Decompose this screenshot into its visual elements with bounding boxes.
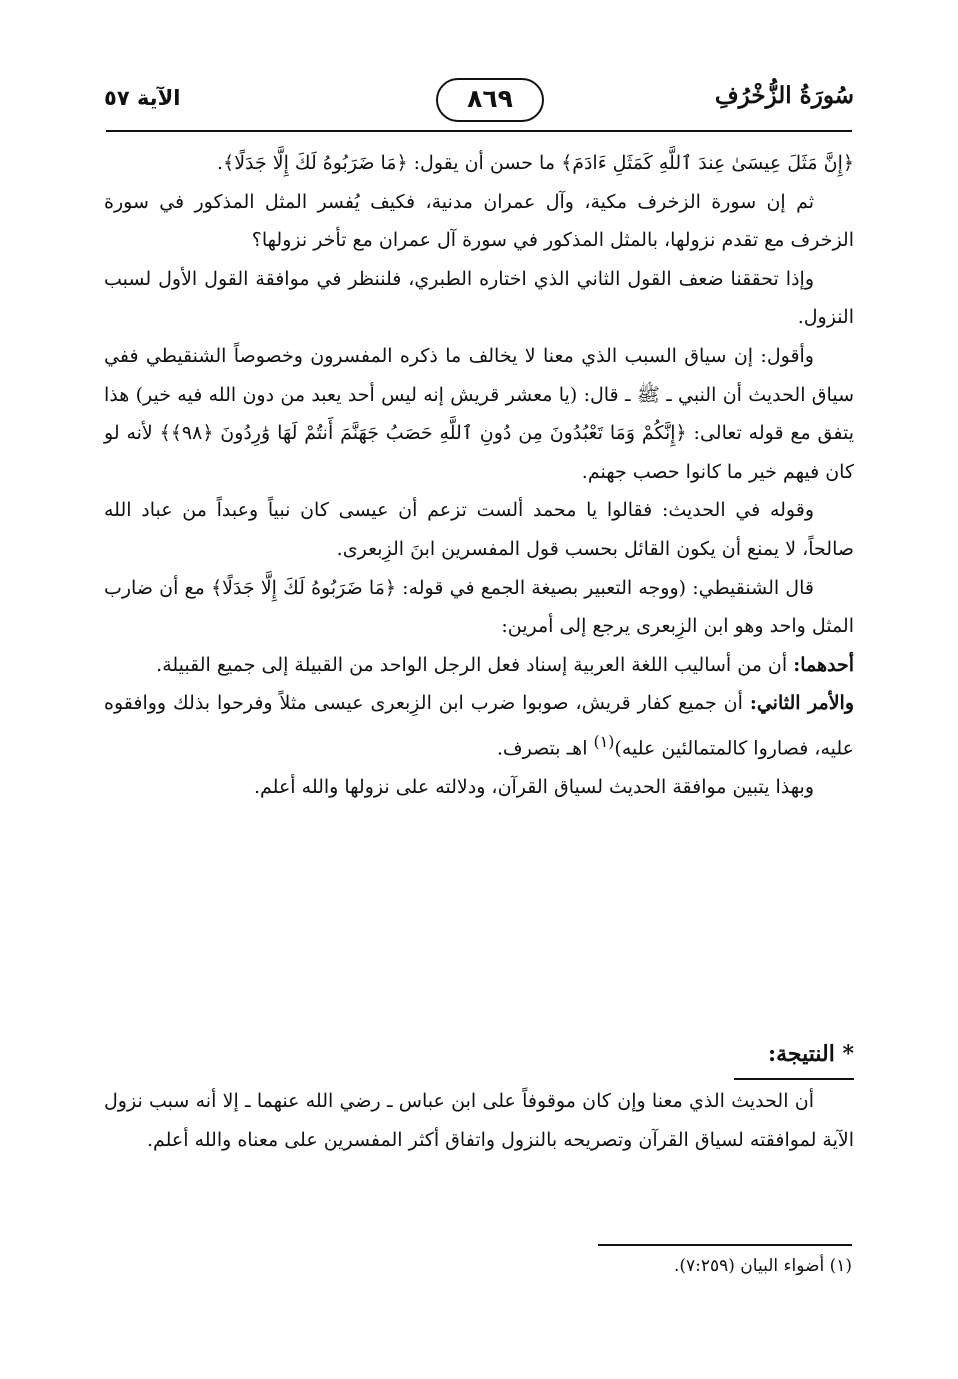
paragraph-second-point (104, 684, 854, 768)
second-point-tail: اهـ بتصرف. (496, 737, 594, 760)
paragraph: وإذا تحققنا ضعف القول الثاني الذي اختاره الطبري، فلننظر في موافقة القول الأول لسبب النزول. (104, 267, 854, 329)
second-point-text: أن جميع كفار قريش، صوبوا ضرب ابن الزِبعرى عيسى مثلاً وفرحوا بذلك ووافقوه عليه، فصاروا كالمتمالئين عليه) (104, 692, 854, 760)
page-number: ٨٦٩ (436, 78, 544, 122)
closing-paragraph: وبهذا يتبين موافقة الحديث لسياق القرآن، ودلالته على نزولها والله أعلم. (254, 775, 814, 798)
ayah-label: الآية ٥٧ (104, 86, 181, 110)
main-text (104, 144, 854, 806)
surah-title: سُورَةُ الزُّخْرُفِ (714, 82, 854, 109)
paragraph-first-point (104, 646, 854, 685)
result-heading (714, 1036, 854, 1080)
result-heading-text: * النتيجة: (767, 1041, 854, 1067)
paragraph: ثم إن سورة الزخرف مكية، وآل عمران مدنية، فكيف يُفسر المثل المذكور في سورة الزخرف مع تقدم نزولها، بالمثل المذكور في سورة آل عمران مع تأخر نزولها؟ (104, 190, 854, 252)
footnote-divider (598, 1244, 852, 1246)
header-divider (106, 130, 852, 132)
footnote-ref: (١) (593, 731, 615, 751)
footnote: (١) أضواء البيان (٧:٢٥٩). (673, 1256, 852, 1276)
second-point-label: والأمر الثاني: (749, 692, 854, 715)
paragraph: وأقول: إن سياق السبب الذي معنا لا يخالف ما ذكره المفسرون وخصوصاً الشنقيطي ففي سياق الحديث أن النبي ـ ﷺ ـ قال: (يا معشر قريش إنه ليس أحد يعبد من دون الله فيه خير) هذا يتفق مع قوله تعالى: ﴿إِنَّكُمْ وَمَا تَعْبُدُونَ مِن دُونِ ٱللَّهِ حَصَبُ جَهَنَّمَ أَنتُمْ لَهَا وَٰرِدُونَ ﴿٩٨﴾﴾ لأنه لو كان فيهم خير ما كانوا حصب جهنم. (104, 344, 855, 483)
paragraph: وقوله في الحديث: فقالوا يا محمد ألست تزعم أن عيسى كان نبياً وعبداً من عباد الله صالحاً، لا يمنع أن يكون القائل بحسب قول المفسرين ابنَ الزِبعرى. (104, 499, 854, 560)
first-point-label: أحدهما: (793, 653, 854, 676)
paragraph: أن الحديث الذي معنا وإن كان موقوفاً على ابن عباس ـ رضي الله عنهما ـ إلا أنه سبب نزول الآية لموافقته لسياق القرآن وتصريحه بالنزول واتفاق أكثر المفسرين على معناه والله أعلم. (104, 1090, 854, 1151)
first-point-text: أن من أساليب اللغة العربية إسناد فعل الرجل الواحد من القبيلة إلى جميع القبيلة. (156, 653, 794, 676)
paragraph: قال الشنقيطي: (ووجه التعبير بصيغة الجمع في قوله: ﴿مَا ضَرَبُوهُ لَكَ إِلَّا جَدَلًا﴾ مع أن ضارب المثل واحد وهو ابن الزِبعرى يرجع إلى أمرين: (104, 576, 854, 638)
result-heading-underline (734, 1078, 854, 1080)
paragraph: ﴿إِنَّ مَثَلَ عِيسَىٰ عِندَ ٱللَّهِ كَمَثَلِ ءَادَمَ﴾ ما حسن أن يقول: ﴿مَا ضَرَبُوهُ لَكَ إِلَّا جَدَلًا﴾. (217, 152, 854, 174)
result-text (104, 1082, 854, 1159)
